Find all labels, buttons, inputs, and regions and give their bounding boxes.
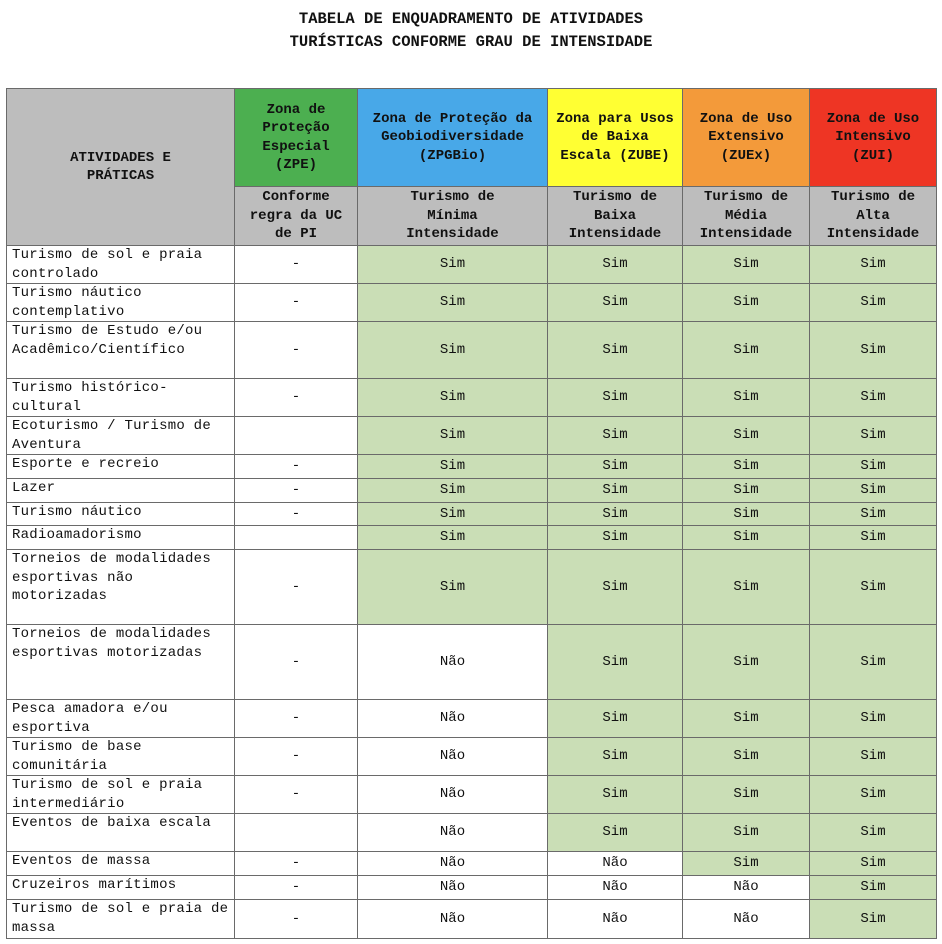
- cell-zpgbio: Não: [358, 776, 548, 814]
- cell-zuex: Não: [683, 900, 810, 939]
- table-row: [7, 379, 937, 417]
- intensity-header-zube: Turismo de Baixa Intensidade: [548, 187, 683, 246]
- cell-zube: Não: [548, 876, 683, 900]
- cell-zui: Sim: [810, 379, 937, 417]
- cell-zui: Sim: [810, 814, 937, 852]
- cell-zube: Sim: [548, 625, 683, 700]
- cell-zpe: -: [235, 322, 358, 379]
- intensity-header-zpgbio: Turismo de Mínima Intensidade: [358, 187, 548, 246]
- intensity-header-zuex: Turismo de Média Intensidade: [683, 187, 810, 246]
- cell-zuex: Sim: [683, 417, 810, 455]
- cell-zuex: Sim: [683, 284, 810, 322]
- zone-header-zui: Zona de Uso Intensivo (ZUI): [810, 89, 937, 187]
- intensity-header-zui: Turismo de Alta Intensidade: [810, 187, 937, 246]
- cell-zube: Sim: [548, 814, 683, 852]
- cell-zpe: -: [235, 284, 358, 322]
- cell-zuex: Sim: [683, 776, 810, 814]
- cell-zuex: Sim: [683, 814, 810, 852]
- cell-zpe: -: [235, 479, 358, 503]
- cell-zuex: Sim: [683, 625, 810, 700]
- table-body: [7, 246, 937, 939]
- cell-zui: Sim: [810, 455, 937, 479]
- activity-name: Pesca amadora e/ou esportiva: [7, 700, 235, 738]
- cell-zube: Não: [548, 900, 683, 939]
- cell-zpe: -: [235, 625, 358, 700]
- title-line-2: TURÍSTICAS CONFORME GRAU DE INTENSIDADE: [289, 33, 653, 51]
- cell-zpe: -: [235, 550, 358, 625]
- cell-zube: Não: [548, 852, 683, 876]
- table-row: [7, 503, 937, 526]
- activity-name: Turismo histórico-cultural: [7, 379, 235, 417]
- cell-zube: Sim: [548, 379, 683, 417]
- table-row: [7, 246, 937, 284]
- cell-zpgbio: Sim: [358, 246, 548, 284]
- cell-zube: Sim: [548, 503, 683, 526]
- cell-zui: Sim: [810, 900, 937, 939]
- table-row: [7, 876, 937, 900]
- cell-zuex: Não: [683, 876, 810, 900]
- table-row: [7, 776, 937, 814]
- zone-header-zuex: Zona de Uso Extensivo (ZUEx): [683, 89, 810, 187]
- activity-name: Turismo náutico: [7, 503, 235, 526]
- cell-zpe: -: [235, 503, 358, 526]
- table-row: [7, 900, 937, 939]
- cell-zpgbio: Sim: [358, 526, 548, 550]
- table-row: [7, 852, 937, 876]
- table-row: [7, 455, 937, 479]
- cell-zui: Sim: [810, 776, 937, 814]
- cell-zpgbio: Não: [358, 900, 548, 939]
- activity-name: Turismo náutico contemplativo: [7, 284, 235, 322]
- cell-zuex: Sim: [683, 526, 810, 550]
- cell-zui: Sim: [810, 876, 937, 900]
- cell-zpe: -: [235, 876, 358, 900]
- cell-zpgbio: Sim: [358, 503, 548, 526]
- activity-name: Cruzeiros marítimos: [7, 876, 235, 900]
- cell-zui: Sim: [810, 284, 937, 322]
- cell-zpgbio: Sim: [358, 322, 548, 379]
- cell-zube: Sim: [548, 322, 683, 379]
- table-row: [7, 700, 937, 738]
- cell-zui: Sim: [810, 852, 937, 876]
- cell-zpe: [235, 417, 358, 455]
- cell-zpgbio: Não: [358, 876, 548, 900]
- activity-name: Turismo de Estudo e/ou Acadêmico/Científico: [7, 322, 235, 379]
- cell-zube: Sim: [548, 776, 683, 814]
- cell-zui: Sim: [810, 479, 937, 503]
- activity-name: Radioamadorismo: [7, 526, 235, 550]
- activity-name: Eventos de baixa escala: [7, 814, 235, 852]
- cell-zpe: -: [235, 379, 358, 417]
- cell-zpe: -: [235, 738, 358, 776]
- cell-zpe: [235, 814, 358, 852]
- cell-zpgbio: Não: [358, 700, 548, 738]
- cell-zube: Sim: [548, 455, 683, 479]
- cell-zube: Sim: [548, 246, 683, 284]
- cell-zube: Sim: [548, 550, 683, 625]
- cell-zpe: [235, 526, 358, 550]
- cell-zui: Sim: [810, 322, 937, 379]
- cell-zuex: Sim: [683, 852, 810, 876]
- cell-zube: Sim: [548, 417, 683, 455]
- table-row: [7, 284, 937, 322]
- cell-zpgbio: Sim: [358, 379, 548, 417]
- cell-zpgbio: Não: [358, 738, 548, 776]
- cell-zpe: -: [235, 700, 358, 738]
- zone-header-zpgbio: Zona de Proteção da Geobiodiversidade (ZPGBio): [358, 89, 548, 187]
- cell-zui: Sim: [810, 700, 937, 738]
- activity-name: Lazer: [7, 479, 235, 503]
- cell-zuex: Sim: [683, 246, 810, 284]
- cell-zube: Sim: [548, 700, 683, 738]
- cell-zui: Sim: [810, 503, 937, 526]
- activity-name: Torneios de modalidades esportivas motorizadas: [7, 625, 235, 700]
- cell-zui: Sim: [810, 738, 937, 776]
- table-row: [7, 479, 937, 503]
- page-title: [0, 8, 942, 54]
- cell-zuex: Sim: [683, 455, 810, 479]
- cell-zpe: -: [235, 852, 358, 876]
- cell-zuex: Sim: [683, 550, 810, 625]
- intensity-header-zpe: Conforme regra da UC de PI: [235, 187, 358, 246]
- activity-name: Torneios de modalidades esportivas não motorizadas: [7, 550, 235, 625]
- cell-zuex: Sim: [683, 503, 810, 526]
- activity-name: Turismo de base comunitária: [7, 738, 235, 776]
- cell-zpgbio: Não: [358, 852, 548, 876]
- cell-zpgbio: Sim: [358, 455, 548, 479]
- cell-zube: Sim: [548, 284, 683, 322]
- cell-zui: Sim: [810, 417, 937, 455]
- cell-zpgbio: Sim: [358, 479, 548, 503]
- cell-zui: Sim: [810, 625, 937, 700]
- title-line-1: TABELA DE ENQUADRAMENTO DE ATIVIDADES: [298, 10, 644, 28]
- table-row: [7, 417, 937, 455]
- activity-name: Turismo de sol e praia intermediário: [7, 776, 235, 814]
- cell-zpgbio: Não: [358, 625, 548, 700]
- table-row: [7, 738, 937, 776]
- cell-zuex: Sim: [683, 479, 810, 503]
- activities-column-header: ATIVIDADES E PRÁTICAS: [7, 89, 235, 246]
- cell-zpe: -: [235, 246, 358, 284]
- table-row: [7, 814, 937, 852]
- activity-name: Esporte e recreio: [7, 455, 235, 479]
- table-row: [7, 526, 937, 550]
- cell-zpe: -: [235, 455, 358, 479]
- cell-zpe: -: [235, 776, 358, 814]
- cell-zpgbio: Não: [358, 814, 548, 852]
- activity-name: Eventos de massa: [7, 852, 235, 876]
- cell-zuex: Sim: [683, 738, 810, 776]
- activity-name: Ecoturismo / Turismo de Aventura: [7, 417, 235, 455]
- activity-name: Turismo de sol e praia de massa: [7, 900, 235, 939]
- table-row: [7, 322, 937, 379]
- cell-zuex: Sim: [683, 379, 810, 417]
- zone-header-zube: Zona para Usos de Baixa Escala (ZUBE): [548, 89, 683, 187]
- cell-zpgbio: Sim: [358, 284, 548, 322]
- cell-zui: Sim: [810, 526, 937, 550]
- cell-zube: Sim: [548, 479, 683, 503]
- table-row: [7, 625, 937, 700]
- cell-zui: Sim: [810, 550, 937, 625]
- cell-zui: Sim: [810, 246, 937, 284]
- zone-header-zpe: Zona de Proteção Especial (ZPE): [235, 89, 358, 187]
- activity-zone-table: [6, 88, 937, 939]
- activity-name: Turismo de sol e praia controlado: [7, 246, 235, 284]
- cell-zpe: -: [235, 900, 358, 939]
- cell-zube: Sim: [548, 738, 683, 776]
- cell-zube: Sim: [548, 526, 683, 550]
- table-row: [7, 550, 937, 625]
- cell-zpgbio: Sim: [358, 417, 548, 455]
- cell-zuex: Sim: [683, 322, 810, 379]
- cell-zpgbio: Sim: [358, 550, 548, 625]
- cell-zuex: Sim: [683, 700, 810, 738]
